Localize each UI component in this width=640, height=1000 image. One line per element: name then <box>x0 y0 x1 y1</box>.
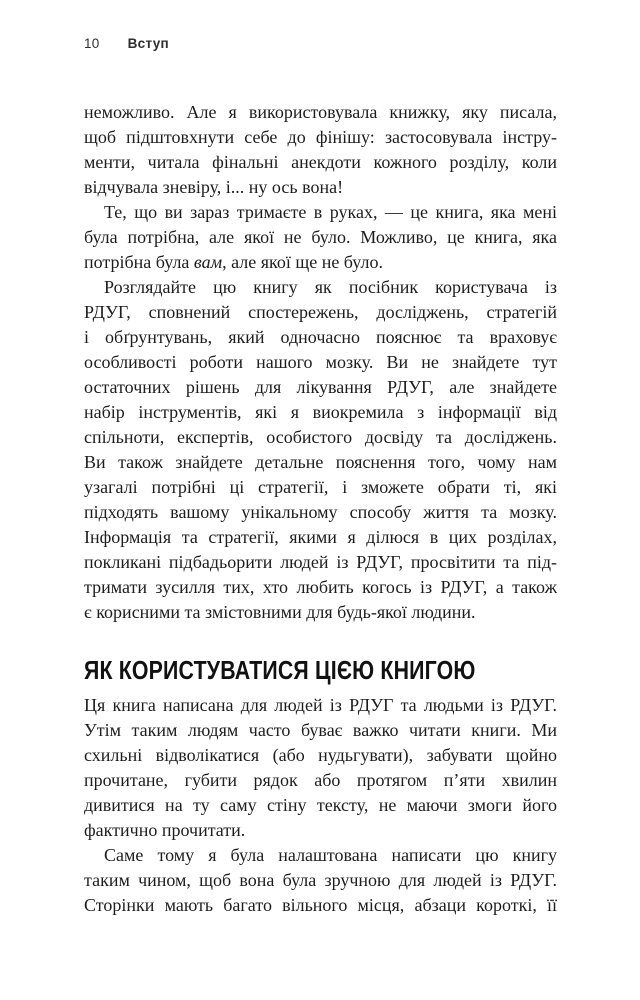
paragraph <box>84 275 557 625</box>
paragraph <box>84 200 557 275</box>
text-line: набір інструментів, які я виокремила з інформації від <box>84 402 557 422</box>
text-line: таким чином, щоб вона була зручною для людей із РДУГ. <box>84 870 557 890</box>
text-line: Утім таким людям часто буває важко читати книги. Ми <box>84 720 557 740</box>
text-line: дивитися на ту саму стіну тексту, не маючи змоги його <box>84 795 557 815</box>
text-line: Ви також знайдете детальне пояснення того, чому нам <box>84 452 557 472</box>
paragraph <box>84 100 557 200</box>
text-line: покликані підбадьорити людей із РДУГ, просвітити та під- <box>84 552 557 572</box>
text-line: Саме тому я була налаштована написати цю книгу <box>104 845 557 865</box>
text-line: тримати зусилля тих, хто любить когось із РДУГ, а також <box>84 577 557 597</box>
text-line: Інформація та стратегії, якими я ділюся в цих розділах, <box>84 527 557 547</box>
text-line: менти, читала фінальні анекдоти кожного розділу, коли <box>84 152 557 172</box>
text-line: Ця книга написана для людей із РДУГ та людьми із РДУГ. <box>84 695 557 715</box>
text-line: спільноти, експертів, особистого досвіду та досліджень. <box>84 427 557 447</box>
text-line: РДУГ, сповнений спостережень, досліджень, стратегій <box>84 302 557 322</box>
text-line: потрібна була вам, але якої ще не було. <box>84 252 383 272</box>
paragraph <box>84 843 557 918</box>
running-header <box>84 36 557 54</box>
text-line: підходять вашому унікальному способу життя та мозку. <box>84 502 557 522</box>
text-line: остаточних рішень для лікування РДУГ, але знайдете <box>84 377 557 397</box>
intro-paragraphs <box>84 100 557 625</box>
text-line: фактично прочитати. <box>84 820 246 840</box>
text-line: особливості роботи нашого мозку. Ви не знайдете тут <box>84 352 557 372</box>
page-number: 10 <box>84 36 100 51</box>
text-line: схильні відволікатися (або нудьгувати), забувати щойно <box>84 745 557 765</box>
text-line: була потрібна, але якої не було. Можливо, це книга, яка <box>84 227 557 247</box>
text-line: неможливо. Але я використовувала книжку, яку писала, <box>84 102 557 122</box>
text-line: прочитане, губити рядок або протягом п’яти хвилин <box>84 770 557 790</box>
text-line: Те, що ви зараз тримаєте в руках, — це книга, яка мені <box>104 202 557 222</box>
text-line: є корисними та змістовними для будь-якої людини. <box>84 602 476 622</box>
text-line: узагалі потрібні ці стратегії, і зможете обрати ті, які <box>84 477 557 497</box>
section-heading: ЯК КОРИСТУВАТИСЯ ЦІЄЮ КНИГОЮ <box>84 655 476 685</box>
chapter-title: Вступ <box>127 36 169 51</box>
text-line: і обґрунтувань, який одночасно пояснює та враховує <box>84 327 557 347</box>
text-line: відчувала зневіру, і... ну ось вона! <box>84 177 344 197</box>
paragraph <box>84 693 557 843</box>
usage-paragraphs <box>84 693 557 918</box>
text-line: Розглядайте цю книгу як посібник користувача із <box>104 277 557 297</box>
text-line: Сторінки мають багато вільного місця, абзаци короткі, її <box>84 895 557 915</box>
text-line: щоб підштовхнути себе до фінішу: застосовувала інстру- <box>84 127 557 147</box>
